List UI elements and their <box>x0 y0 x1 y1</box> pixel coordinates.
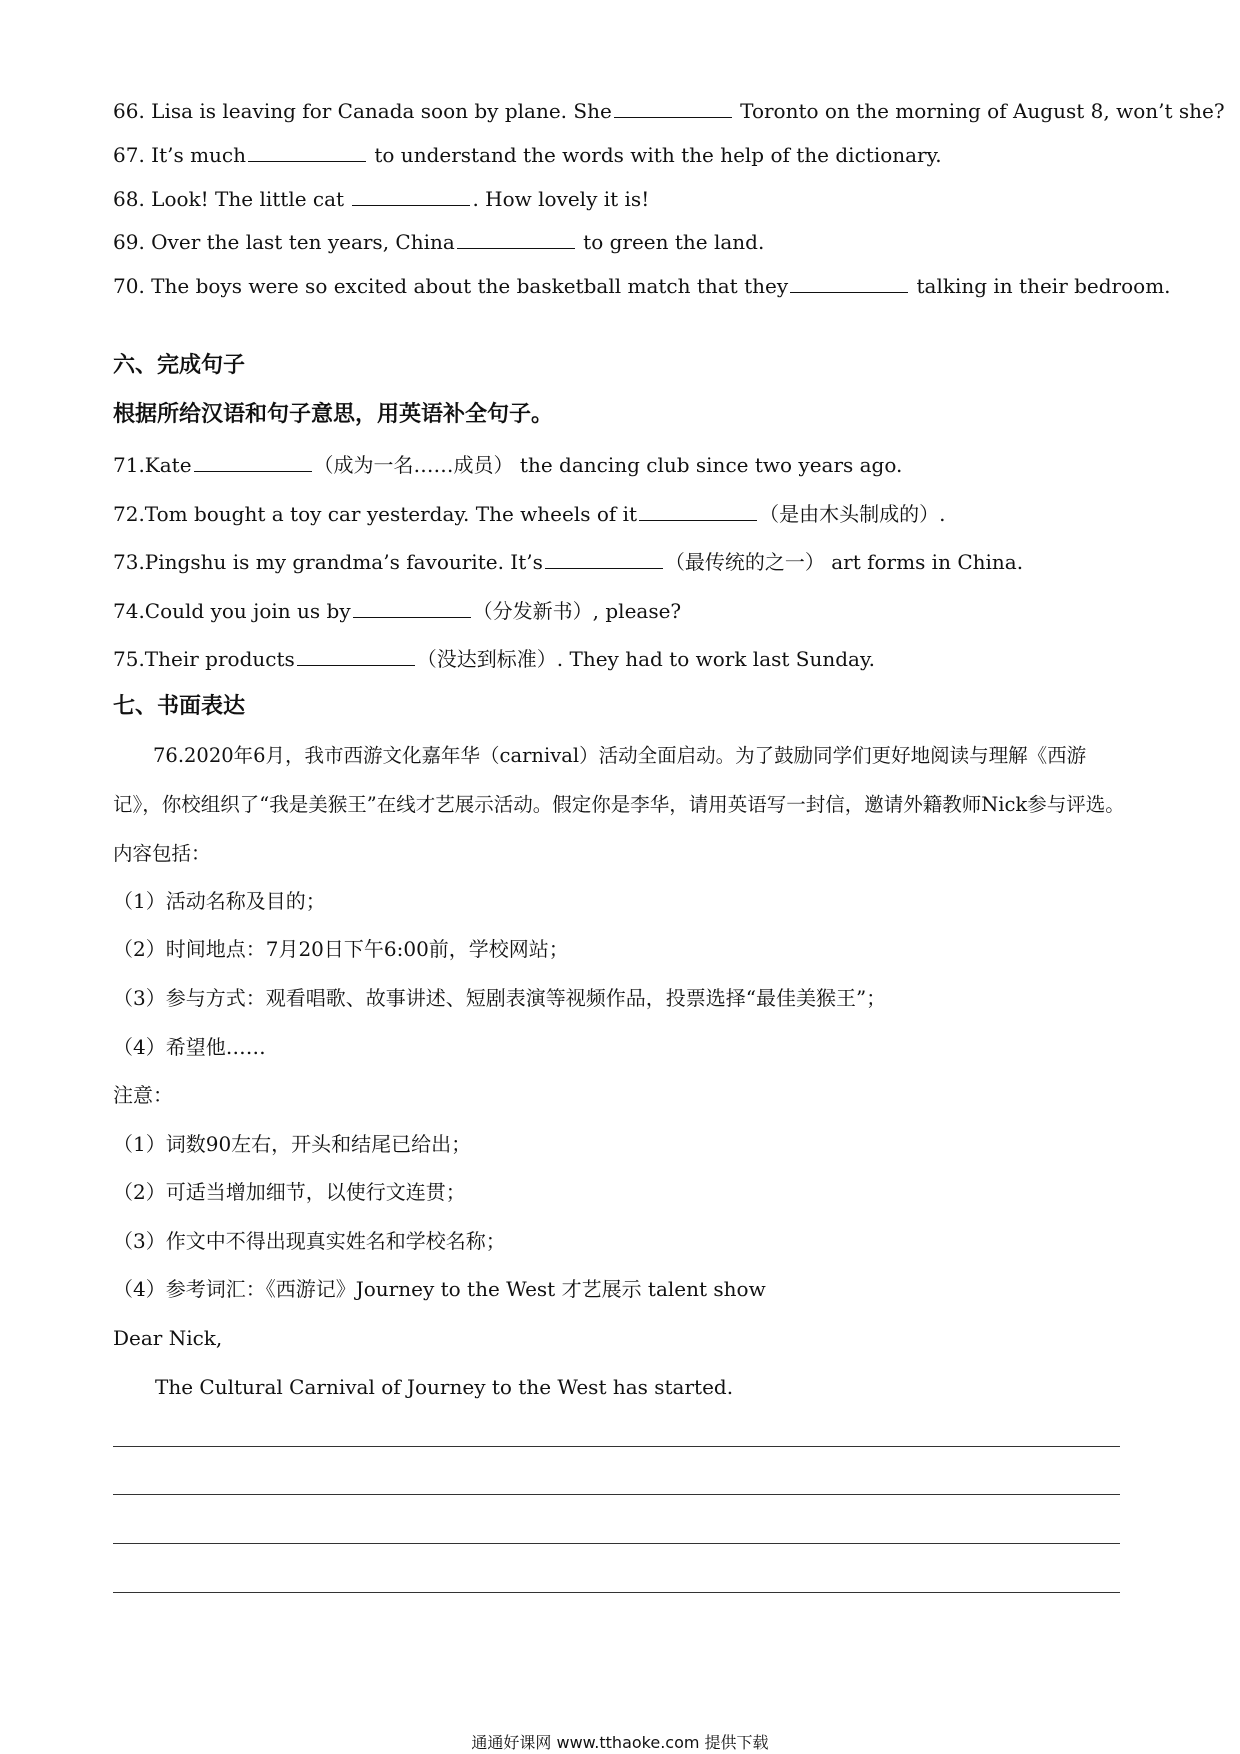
note-item-4: （4）参考词汇：《西游记》Journey to the West 才艺展示 talent show <box>113 1277 766 1301</box>
writing-line[interactable] <box>113 1592 1120 1593</box>
answer-blank[interactable] <box>457 228 575 249</box>
writing-line[interactable] <box>113 1543 1120 1544</box>
question-74: 74.Could you join us by （分发新书）, please? <box>113 599 682 623</box>
writing-prompt: 76.2020年6月，我市西游文化嘉年华（carnival）活动全面启动。为了鼓励同学们更好地阅读与理解《西游记》，你校组织了“我是美猴王”在线才艺展示活动。假定你是李华，请用英语写一封信，邀请外籍教师Nick参与评选。内容包括： <box>113 744 1125 865</box>
answer-blank[interactable] <box>639 500 757 521</box>
question-71: 71.Kate （成为一名……成员） the dancing club since two years ago. <box>113 453 903 477</box>
answer-blank[interactable] <box>790 272 908 293</box>
answer-blank[interactable] <box>614 97 732 118</box>
content-item-2: （2）时间地点：7月20日下午6:00前，学校网站； <box>113 937 569 961</box>
question-72: 72.Tom bought a toy car yesterday. The wheels of it （是由木头制成的）. <box>113 502 946 526</box>
note-item-1: （1）词数90左右，开头和结尾已给出； <box>113 1132 472 1156</box>
question-70: 70. The boys were so excited about the basketball match that they talking in their bedroom. <box>113 274 1171 298</box>
question-68: 68. Look! The little cat . How lovely it is! <box>113 187 650 211</box>
answer-blank[interactable] <box>352 185 470 206</box>
content-item-3: （3）参与方式：观看唱歌、故事讲述、短剧表演等视频作品，投票选择“最佳美猴王”； <box>113 986 887 1010</box>
section-7-title: 七、书面表达 <box>113 693 246 719</box>
question-67: 67. It’s much to understand the words with the help of the dictionary. <box>113 143 942 167</box>
content-item-1: （1）活动名称及目的； <box>113 889 326 913</box>
note-item-2: （2）可适当增加细节，以使行文连贯； <box>113 1180 466 1204</box>
answer-blank[interactable] <box>297 645 415 666</box>
footer-source: 通通好课网 www.tthaoke.com 提供下载 <box>471 1733 769 1752</box>
letter-opening: The Cultural Carnival of Journey to the West has started. <box>155 1375 734 1399</box>
question-66: 66. Lisa is leaving for Canada soon by plane. She Toronto on the morning of August 8, won’t she? <box>113 99 1225 123</box>
answer-blank[interactable] <box>248 141 366 162</box>
writing-line[interactable] <box>113 1446 1120 1447</box>
question-69: 69. Over the last ten years, China to green the land. <box>113 230 765 254</box>
question-75: 75.Their products （没达到标准）. They had to work last Sunday. <box>113 647 875 671</box>
question-73: 73.Pingshu is my grandma’s favourite. It’s （最传统的之一） art forms in China. <box>113 550 1024 574</box>
writing-line[interactable] <box>113 1494 1120 1495</box>
answer-blank[interactable] <box>353 597 471 618</box>
section-6-instruction: 根据所给汉语和句子意思，用英语补全句子。 <box>113 401 554 427</box>
content-item-4: （4）希望他…… <box>113 1035 266 1059</box>
answer-blank[interactable] <box>194 451 312 472</box>
section-6-title: 六、完成句子 <box>113 352 246 378</box>
note-label: 注意： <box>113 1083 173 1107</box>
letter-salutation: Dear Nick, <box>113 1326 223 1350</box>
note-item-3: （3）作文中不得出现真实姓名和学校名称； <box>113 1229 506 1253</box>
answer-blank[interactable] <box>545 548 663 569</box>
